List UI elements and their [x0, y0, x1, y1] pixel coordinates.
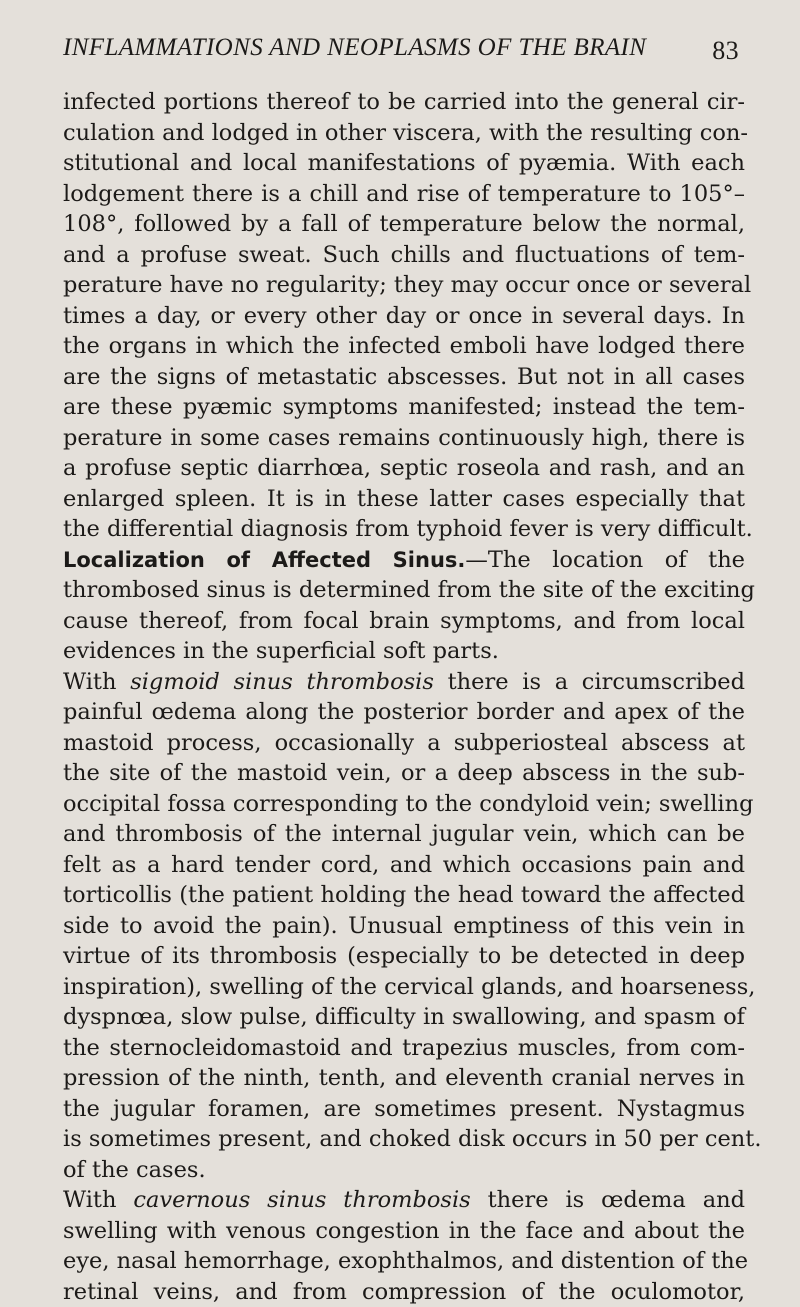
text-line: virtue of its thrombosis (especially to be detected in deep	[63, 941, 745, 972]
italic-term: sigmoid sinus thrombosis	[130, 669, 434, 695]
text-line: are the signs of metastatic abscesses. But not in all cases	[63, 362, 745, 393]
text-line: infected portions thereof to be carried into the general cir-	[63, 87, 745, 118]
text-line: felt as a hard tender cord, and which occasions pain and	[63, 850, 745, 881]
text-line: and thrombosis of the internal jugular vein, which can be	[63, 819, 745, 850]
text-run: there is a circumscribed	[448, 669, 745, 695]
text-line: times a day, or every other day or once in several days. In	[63, 301, 745, 332]
lead-word: With	[63, 669, 116, 695]
text-line: perature have no regularity; they may occur once or several	[63, 270, 745, 301]
page-number: 83	[712, 36, 739, 66]
text-line: occipital fossa corresponding to the condyloid vein; swelling	[63, 789, 745, 820]
running-title: INFLAMMATIONS AND NEOPLASMS OF THE BRAIN	[63, 34, 646, 62]
text-line: pression of the ninth, tenth, and eleventh cranial nerves in	[63, 1063, 745, 1094]
text-line: of the cases.	[63, 1155, 745, 1186]
text-line: a profuse septic diarrhœa, septic roseola and rash, and an	[63, 453, 745, 484]
text-run: —The location of the	[465, 547, 745, 573]
text-line: the jugular foramen, are sometimes present. Nystagmus	[63, 1094, 745, 1125]
text-line: is sometimes present, and choked disk occurs in 50 per cent.	[63, 1124, 745, 1155]
text-line: mastoid process, occasionally a subperiosteal abscess at	[63, 728, 745, 759]
heading-line	[63, 545, 745, 576]
text-line: the site of the mastoid vein, or a deep abscess in the sub-	[63, 758, 745, 789]
text-line: eye, nasal hemorrhage, exophthalmos, and distention of the	[63, 1246, 745, 1277]
italic-term: cavernous sinus thrombosis	[133, 1187, 470, 1213]
text-line: 108°, followed by a fall of temperature below the normal,	[63, 209, 745, 240]
paragraph-cavernous-sinus	[63, 1185, 745, 1307]
body-text	[63, 87, 745, 1307]
text-run: there is œdema and	[488, 1187, 745, 1213]
text-line: retinal veins, and from compression of the oculomotor,	[63, 1277, 745, 1307]
text-line: inspiration), swelling of the cervical glands, and hoarseness,	[63, 972, 745, 1003]
text-line: enlarged spleen. It is in these latter cases especially that	[63, 484, 745, 515]
text-line: and a profuse sweat. Such chills and fluctuations of tem-	[63, 240, 745, 271]
lead-word: With	[63, 1187, 116, 1213]
text-line: stitutional and local manifestations of pyæmia. With each	[63, 148, 745, 179]
lead-line	[63, 667, 745, 698]
section-heading: Localization of Affected Sinus.	[63, 548, 465, 572]
text-line: torticollis (the patient holding the head toward the affected	[63, 880, 745, 911]
text-line: the sternocleidomastoid and trapezius muscles, from com-	[63, 1033, 745, 1064]
text-line: the differential diagnosis from typhoid fever is very difficult.	[63, 514, 745, 545]
lead-line	[63, 1185, 745, 1216]
text-line: side to avoid the pain). Unusual emptiness of this vein in	[63, 911, 745, 942]
paragraph-localization	[63, 545, 745, 667]
text-line: painful œdema along the posterior border and apex of the	[63, 697, 745, 728]
text-line: evidences in the superficial soft parts.	[63, 636, 745, 667]
text-line: lodgement there is a chill and rise of temperature to 105°–	[63, 179, 745, 210]
text-line: cause thereof, from focal brain symptoms, and from local	[63, 606, 745, 637]
paragraph-pyaemia	[63, 87, 745, 545]
text-line: perature in some cases remains continuously high, there is	[63, 423, 745, 454]
text-line: dyspnœa, slow pulse, difficulty in swallowing, and spasm of	[63, 1002, 745, 1033]
running-header	[63, 34, 739, 74]
paragraph-sigmoid-sinus	[63, 667, 745, 1186]
text-line: the organs in which the infected emboli have lodged there	[63, 331, 745, 362]
text-line: thrombosed sinus is determined from the site of the exciting	[63, 575, 745, 606]
text-line: swelling with venous congestion in the face and about the	[63, 1216, 745, 1247]
text-line: culation and lodged in other viscera, with the resulting con-	[63, 118, 745, 149]
text-line: are these pyæmic symptoms manifested; instead the tem-	[63, 392, 745, 423]
